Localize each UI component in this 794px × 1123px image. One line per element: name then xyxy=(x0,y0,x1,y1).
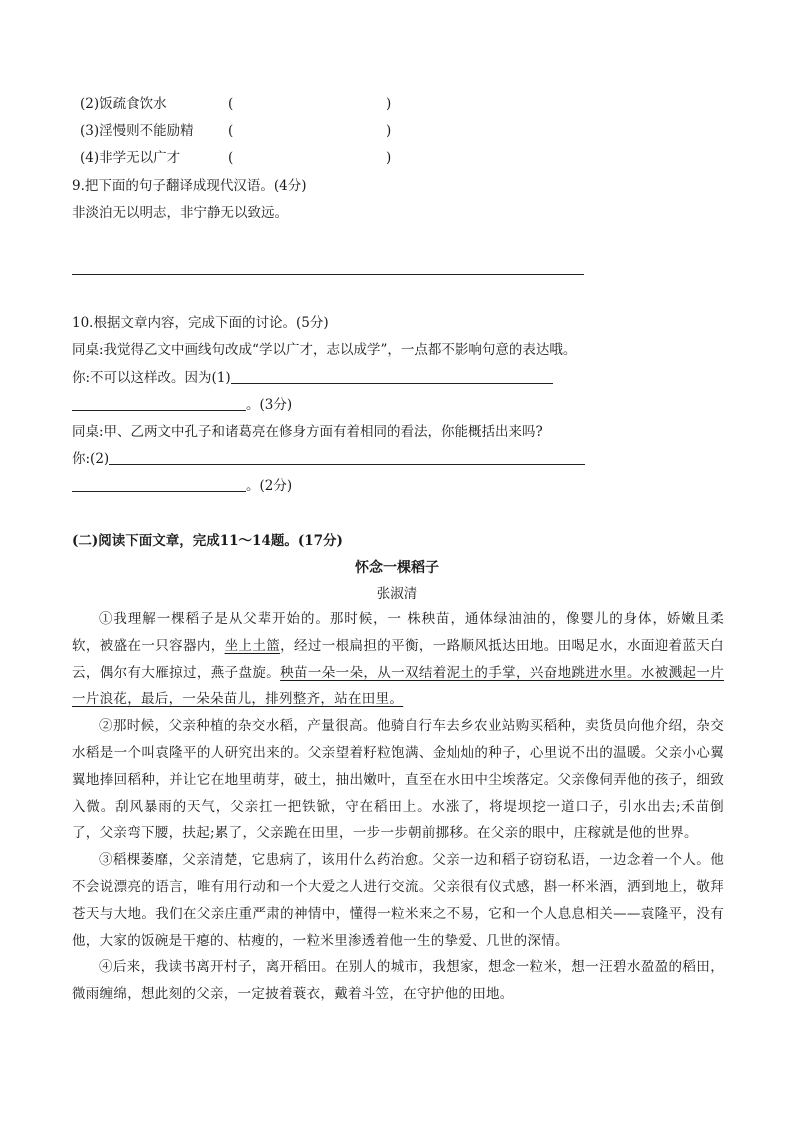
section2-heading: (二)阅读下面文章，完成11～14题。(17分) xyxy=(72,533,343,549)
q10-answer-row-2b xyxy=(72,476,292,496)
q10-answer-row-1b xyxy=(72,395,292,415)
q10-answer-row-2 xyxy=(72,449,585,469)
q8-item-3 xyxy=(80,121,194,141)
q10-answer-row-1 xyxy=(72,368,553,388)
article-author: 张淑清 xyxy=(376,586,418,602)
q10-answer-blank-2a[interactable] xyxy=(109,449,585,465)
q9-sentence: 非淡泊无以明志，非宁静无以致远。 xyxy=(72,205,288,221)
underlined-sentence: 秧苗一朵一朵，从一双结着泥土的手掌，兴奋地跳进水里。水被溅起一片一片浪花，最后，一朵朵苗儿，排列整齐，站在田里。 xyxy=(72,664,724,708)
q8-item-4 xyxy=(80,148,180,168)
q10-answer-blank-2b[interactable] xyxy=(72,476,246,492)
q9-prompt: 9.把下面的句子翻译成现代汉语。(4分) xyxy=(72,178,307,194)
q10-prompt: 10.根据文章内容，完成下面的讨论。(5分) xyxy=(72,315,329,331)
paragraph-1: ①我理解一棵稻子是从父辈开始的。那时候，一 株秧苗，通体绿油油的，像婴儿的身体，娇嫩且柔软，被盛在一只容器内，坐上土篮，经过一根扁担的平衡，一路顺风抵达田地。田喝足水，水面迎着蓝天白云，偶尔有大雁掠过，燕子盘旋。秧苗一朵一朵，从一双结着泥土的手掌，兴奋地跳进水里。水被溅起一片一片浪花，最后，一朵朵苗儿，排列整齐，站在田里。 xyxy=(72,611,724,708)
article-body xyxy=(72,606,724,1008)
paragraph-2: ②那时候，父亲种植的杂交水稻，产量很高。他骑自行车去乡农业站购买稻种，卖货员向他介绍，杂交水稻是一个叫袁隆平的人研究出来的。父亲望着籽粒饱满、金灿灿的种子，心里说不出的温暖。父亲小心翼翼地捧回稻种，并让它在地里萌芽，破土，抽出嫩叶，直至在水田中尘埃落定。父亲像伺弄他的孩子，细致入微。刮风暴雨的天气，父亲扛一把铁锨，守在稻田上。水涨了，将堤坝挖一道口子，引水出去;禾苗倒了，父亲弯下腰，扶起;累了，父亲跪在田里，一步一步朝前挪移。在父亲的眼中，庄稼就是他的世界。 xyxy=(72,718,724,842)
q10-answer-blank-1b[interactable] xyxy=(72,395,246,411)
q8-item-text: (3)淫慢则不能励精 xyxy=(80,123,194,139)
q10-score-2: 。(2分) xyxy=(246,478,293,494)
q10-you-1: 你:不可以这样改。因为(1) xyxy=(72,370,231,386)
q10-dialog-2: 同桌:甲、乙两文中孔子和诸葛亮在修身方面有着相同的看法，你能概括出来吗? xyxy=(72,424,543,440)
q9-answer-line[interactable] xyxy=(72,274,584,275)
q8-blank-close: ) xyxy=(386,123,392,139)
q10-answer-blank-1a[interactable] xyxy=(231,368,553,384)
q10-score-1: 。(3分) xyxy=(246,397,293,413)
q10-you-2: 你:(2) xyxy=(72,451,110,467)
q8-blank-close: ) xyxy=(386,150,392,166)
paragraph-4: ④后来，我读书离开村子，离开稻田。在别人的城市，我想家，想念一粒米，想一汪碧水盈盈的稻田，微雨缠绵，想此刻的父亲，一定披着蓑衣，戴着斗笠，在守护他的田地。 xyxy=(72,959,724,1003)
paragraph-3: ③稻棵萎靡，父亲清楚，它患病了，该用什么药治愈。父亲一边和稻子窃窃私语，一边念着一个人。他不会说漂亮的语言，唯有用行动和一个大爱之人进行交流。父亲很有仪式感，斟一杯米酒，洒到地上，敬拜苍天与大地。我们在父亲庄重严肃的神情中，懂得一粒米来之不易，它和一个人息息相关——袁隆平，没有他，大家的饭碗是干瘪的、枯瘦的，一粒米里渗透着他一生的挚爱、几世的深情。 xyxy=(72,852,724,949)
q8-blank-close: ) xyxy=(386,96,392,112)
article-title: 怀念一棵稻子 xyxy=(355,560,439,576)
q8-blank-open: ( xyxy=(228,150,234,166)
q8-blank-open: ( xyxy=(228,123,234,139)
q8-item-2 xyxy=(80,94,167,114)
q8-blank-open: ( xyxy=(228,96,234,112)
underlined-phrase-1: 坐上土篮 xyxy=(224,637,281,654)
q8-item-text: (4)非学无以广才 xyxy=(80,150,181,166)
q8-item-text: (2)饭疏食饮水 xyxy=(80,96,167,112)
q10-dialog-1: 同桌:我觉得乙文中画线句改成“学以广才，志以成学”，一点都不影响句意的表达哦。 xyxy=(72,342,577,358)
